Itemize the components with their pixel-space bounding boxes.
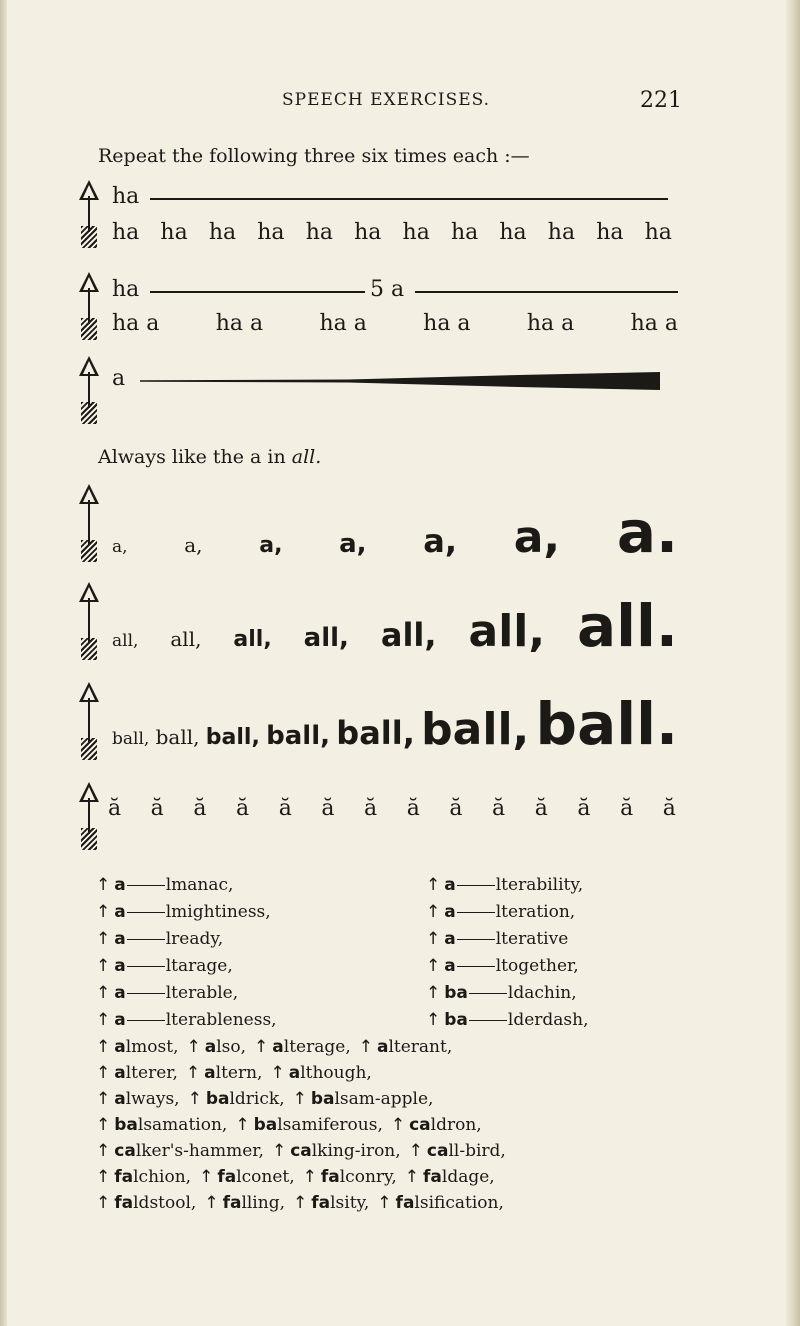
note-prefix: Always like the a in — [98, 446, 292, 468]
vocab-prefix: ba — [444, 983, 468, 1003]
vocab-right-column — [426, 872, 589, 1034]
vocab-dash — [457, 912, 495, 913]
breve-a: ă — [150, 796, 164, 821]
word-rest: ltern, — [215, 1063, 263, 1083]
vocab-entry — [426, 926, 589, 953]
size-row-a — [112, 498, 678, 566]
vocab-rest: lterability, — [495, 875, 584, 895]
repeat-syllable: ha — [112, 220, 140, 245]
vocab-dash — [457, 939, 495, 940]
word-entry — [293, 1089, 434, 1109]
word-entry — [272, 1141, 401, 1161]
vocab-entry — [426, 953, 589, 980]
repeat-syllable: ha — [402, 220, 430, 245]
word-entry — [270, 1063, 371, 1083]
breve-a: ă — [278, 796, 292, 821]
size-word: all, — [303, 623, 349, 653]
exercise1-repeat — [112, 220, 672, 245]
up-arrow-icon: ↑ — [271, 1141, 287, 1161]
word-line — [96, 1164, 676, 1190]
word-entry — [96, 1167, 191, 1187]
word-bold-part: fa — [311, 1193, 331, 1213]
word-bold-part: ba — [253, 1115, 278, 1135]
vocab-prefix: a — [444, 875, 456, 895]
word-entry — [235, 1115, 383, 1135]
up-arrow-icon: ↑ — [390, 1115, 406, 1135]
breve-a: ă — [364, 796, 378, 821]
vocab-rest: lderdash, — [507, 1010, 589, 1030]
vocab-prefix: a — [114, 956, 126, 976]
vocab-prefix: a — [114, 1010, 126, 1030]
up-arrow-icon: ↑ — [96, 1141, 111, 1161]
vocab-dash — [457, 966, 495, 967]
word-entry — [293, 1193, 369, 1213]
size-word: ball, — [266, 721, 330, 751]
word-bold-part: ba — [310, 1089, 335, 1109]
up-arrow-icon: ↑ — [377, 1193, 392, 1213]
size-word: ball. — [535, 690, 678, 758]
up-arrow-icon — [78, 272, 100, 340]
word-bold-part: a — [114, 1037, 126, 1057]
word-entry — [188, 1089, 285, 1109]
up-arrow-icon: ↑ — [204, 1193, 219, 1213]
instruction-text: Repeat the following three six times each :— — [98, 145, 530, 167]
up-arrow-icon: ↑ — [404, 1167, 420, 1187]
word-bold-part: a — [204, 1037, 217, 1057]
size-word: ball, — [421, 704, 530, 755]
up-arrow-icon: ↑ — [426, 956, 441, 976]
word-entry — [377, 1193, 504, 1213]
word-bold-part: fa — [222, 1193, 242, 1213]
vocab-dash — [127, 912, 165, 913]
repeat-syllable: ha a — [526, 311, 575, 336]
word-rest: lterage, — [283, 1037, 351, 1057]
word-rest: lsamiferous, — [277, 1115, 383, 1135]
word-line — [96, 1190, 676, 1216]
word-bold-part: fa — [395, 1193, 415, 1213]
breve-a: ă — [620, 796, 634, 821]
word-rest: ldage, — [441, 1167, 495, 1187]
word-entry — [96, 1193, 196, 1213]
vocab-prefix: a — [114, 983, 126, 1003]
word-rest: lmost, — [125, 1037, 179, 1057]
up-arrow-icon: ↑ — [254, 1037, 269, 1057]
breve-a: ă — [449, 796, 463, 821]
vocab-entry — [426, 1007, 589, 1034]
word-line — [96, 1086, 676, 1112]
up-arrow-icon: ↑ — [96, 1193, 111, 1213]
up-arrow-icon: ↑ — [96, 1010, 111, 1030]
repeat-syllable: ha a — [319, 311, 367, 336]
vocab-rest: ltarage, — [165, 956, 233, 976]
word-rest: lthough, — [300, 1063, 372, 1083]
size-word: ball, — [336, 714, 415, 752]
vocab-prefix: a — [444, 929, 456, 949]
word-rest: lso, — [216, 1037, 247, 1057]
vocab-rest: lterable, — [165, 983, 239, 1003]
word-entry — [405, 1167, 495, 1187]
word-rest: lker's-hammer, — [135, 1141, 264, 1161]
word-rest: lterant, — [388, 1037, 453, 1057]
word-line — [96, 1034, 676, 1060]
vocab-entry — [426, 980, 589, 1007]
up-arrow-icon: ↑ — [185, 1063, 201, 1083]
size-row-ball — [112, 690, 678, 758]
up-arrow-icon: ↑ — [302, 1167, 317, 1187]
word-rest: lways, — [125, 1089, 180, 1109]
vocab-dash — [127, 966, 165, 967]
word-entry — [303, 1167, 397, 1187]
repeat-syllable: ha — [354, 220, 382, 245]
word-entry — [187, 1037, 247, 1057]
vocab-rest: lready, — [165, 929, 224, 949]
word-rest: lsity, — [330, 1193, 370, 1213]
word-rest: ldrick, — [229, 1089, 285, 1109]
size-word: a, — [184, 533, 203, 557]
up-arrow-icon: ↑ — [96, 1089, 111, 1109]
word-bold-part: ca — [426, 1141, 449, 1161]
size-word: all. — [577, 592, 678, 660]
up-arrow-icon: ↑ — [96, 1063, 111, 1083]
up-arrow-icon: ↑ — [408, 1141, 423, 1161]
word-rest: lsamation, — [137, 1115, 228, 1135]
up-arrow-icon — [78, 682, 100, 762]
vocab-entry — [96, 899, 277, 926]
vocab-dash — [127, 885, 165, 886]
size-word: a, — [339, 529, 367, 559]
up-arrow-icon: ↑ — [426, 983, 441, 1003]
size-word: a. — [616, 498, 678, 566]
word-entry — [96, 1115, 227, 1135]
word-entry — [359, 1037, 453, 1057]
word-entry — [96, 1063, 178, 1083]
repeat-syllable: ha — [450, 220, 479, 245]
repeat-syllable: ha a — [630, 311, 678, 336]
word-rest: lconry, — [339, 1167, 397, 1187]
breve-a: ă — [577, 796, 591, 821]
vocab-dash — [127, 1020, 165, 1021]
vocab-entry — [96, 980, 277, 1007]
word-bold-part: a — [272, 1037, 284, 1057]
repeat-syllable: ha — [596, 220, 624, 245]
vocab-entry — [96, 953, 277, 980]
vocab-dash — [469, 993, 507, 994]
size-word: all, — [112, 631, 139, 651]
word-rest: lsification, — [414, 1193, 504, 1213]
up-arrow-icon: ↑ — [426, 1010, 441, 1030]
vocab-entry — [426, 899, 589, 926]
up-arrow-icon: ↑ — [292, 1089, 307, 1109]
up-arrow-icon — [78, 356, 100, 426]
breve-a: ă — [236, 796, 250, 821]
size-word: a, — [112, 537, 128, 557]
repeat-syllable: ha — [305, 220, 333, 245]
word-bold-part: fa — [114, 1167, 134, 1187]
up-arrow-icon: ↑ — [426, 902, 441, 922]
exercise1-lead: ha — [112, 184, 140, 209]
up-arrow-icon: ↑ — [199, 1167, 214, 1187]
repeat-syllable: ha — [257, 220, 285, 245]
breve-row — [108, 796, 676, 821]
up-arrow-icon: ↑ — [292, 1193, 308, 1213]
exercise2-middle: 5 a — [370, 277, 405, 302]
vocab-prefix: a — [114, 929, 126, 949]
page-edge-right — [786, 0, 800, 1326]
up-arrow-icon: ↑ — [187, 1089, 202, 1109]
up-arrow-icon: ↑ — [358, 1037, 373, 1057]
word-bold-part: ca — [290, 1141, 312, 1161]
vocab-dash — [127, 993, 165, 994]
up-arrow-icon — [78, 180, 100, 248]
vocab-prefix: a — [444, 956, 456, 976]
page-header — [282, 90, 682, 120]
size-word: all, — [170, 627, 202, 651]
vocab-dash — [127, 939, 165, 940]
word-entry — [254, 1037, 351, 1057]
note-italic: all. — [291, 446, 322, 468]
vocab-rest: lteration, — [495, 902, 576, 922]
size-word: a, — [423, 522, 458, 560]
breve-a: ă — [406, 796, 420, 821]
word-bold-part: fa — [114, 1193, 134, 1213]
breve-a: ă — [534, 796, 548, 821]
word-bold-part: ba — [205, 1089, 230, 1109]
word-entry — [391, 1115, 482, 1135]
up-arrow-icon: ↑ — [270, 1063, 285, 1083]
repeat-syllable: ha — [160, 220, 188, 245]
word-rest: lking-iron, — [311, 1141, 401, 1161]
word-bold-part: fa — [217, 1167, 237, 1187]
up-arrow-icon — [78, 782, 100, 850]
word-bold-part: a — [114, 1089, 126, 1109]
vocab-prefix: a — [114, 902, 126, 922]
size-word: all, — [233, 627, 272, 652]
word-entry — [186, 1063, 263, 1083]
vocab-rest: ltogether, — [495, 956, 579, 976]
vocab-prefix: ba — [444, 1010, 468, 1030]
word-line — [96, 1112, 676, 1138]
word-bold-part: a — [288, 1063, 301, 1083]
crescendo-bar — [140, 372, 660, 390]
page-number: 221 — [640, 88, 682, 113]
up-arrow-icon: ↑ — [235, 1115, 250, 1135]
word-bold-part: ca — [409, 1115, 431, 1135]
word-rest: ldstool, — [133, 1193, 197, 1213]
word-rest: lconet, — [236, 1167, 295, 1187]
note-text — [98, 446, 321, 468]
word-rest: lterer, — [125, 1063, 178, 1083]
exercise2-rule-left — [150, 291, 365, 293]
vocab-dash — [469, 1020, 507, 1021]
size-word: a, — [259, 533, 283, 558]
up-arrow-icon: ↑ — [96, 1037, 111, 1057]
repeat-syllable: ha a — [112, 311, 160, 336]
running-head: SPEECH EXERCISES. — [282, 90, 491, 110]
up-arrow-icon: ↑ — [426, 929, 441, 949]
up-arrow-icon: ↑ — [96, 929, 111, 949]
word-line — [96, 1060, 676, 1086]
breve-a: ă — [492, 796, 506, 821]
repeat-syllable: ha — [208, 220, 237, 245]
up-arrow-icon: ↑ — [96, 956, 111, 976]
exercise2-repeat — [112, 311, 678, 336]
vocab-entry — [96, 872, 277, 899]
up-arrow-icon: ↑ — [96, 1115, 111, 1135]
vocab-prefix: a — [114, 875, 126, 895]
word-rest: lchion, — [133, 1167, 192, 1187]
size-word: all, — [468, 606, 546, 657]
word-rest: lling, — [241, 1193, 285, 1213]
exercise3-lead: a — [112, 366, 126, 391]
breve-a: ă — [108, 796, 122, 821]
repeat-syllable: ha a — [215, 311, 264, 336]
vocab-entry — [426, 872, 589, 899]
size-word: ball, — [205, 725, 260, 750]
vocab-dash — [457, 885, 495, 886]
word-rest: ldron, — [430, 1115, 482, 1135]
size-word: a, — [513, 512, 561, 563]
word-bold-part: fa — [423, 1167, 442, 1187]
word-entry — [96, 1089, 180, 1109]
exercise2-lead: ha — [112, 277, 140, 302]
vocab-left-column — [96, 872, 277, 1034]
word-rest: ll-bird, — [448, 1141, 506, 1161]
word-entry — [199, 1167, 295, 1187]
vocab-rest: lmightiness, — [165, 902, 271, 922]
vocab-rest: lterative — [495, 929, 569, 949]
up-arrow-icon — [78, 582, 100, 662]
up-arrow-icon: ↑ — [96, 983, 111, 1003]
up-arrow-icon — [78, 484, 100, 564]
word-line — [96, 1138, 676, 1164]
word-rest: lsam-apple, — [334, 1089, 434, 1109]
breve-a: ă — [193, 796, 207, 821]
exercise2-rule-right — [415, 291, 678, 293]
word-bold-part: fa — [320, 1167, 340, 1187]
word-entry — [96, 1037, 179, 1057]
repeat-syllable: ha a — [423, 311, 471, 336]
repeat-syllable: ha — [499, 220, 527, 245]
size-word: all, — [380, 616, 437, 654]
repeat-syllable: ha — [644, 220, 672, 245]
repeat-syllable: ha — [547, 220, 576, 245]
word-bold-part: a — [204, 1063, 216, 1083]
word-entry — [204, 1193, 285, 1213]
vocab-rest: lterableness, — [165, 1010, 277, 1030]
up-arrow-icon: ↑ — [186, 1037, 201, 1057]
word-entry — [96, 1141, 264, 1161]
vocab-entry — [96, 1007, 277, 1034]
page-edge-left — [0, 0, 7, 1326]
size-row-all — [112, 592, 678, 660]
word-bold-part: a — [114, 1063, 126, 1083]
breve-a: ă — [662, 796, 676, 821]
up-arrow-icon: ↑ — [96, 902, 111, 922]
up-arrow-icon: ↑ — [96, 1167, 111, 1187]
exercise1-rule — [150, 198, 668, 200]
vocab-rest: lmanac, — [165, 875, 234, 895]
vocab-entry — [96, 926, 277, 953]
size-word: ball, — [155, 725, 200, 749]
word-bold-part: ca — [114, 1141, 136, 1161]
word-list — [96, 1034, 676, 1216]
up-arrow-icon: ↑ — [426, 875, 441, 895]
up-arrow-icon: ↑ — [96, 875, 111, 895]
vocab-prefix: a — [444, 902, 456, 922]
size-word: ball, — [112, 729, 150, 749]
word-entry — [409, 1141, 506, 1161]
word-bold-part: a — [376, 1037, 389, 1057]
vocab-rest: ldachin, — [507, 983, 577, 1003]
word-bold-part: ba — [114, 1115, 138, 1135]
breve-a: ă — [321, 796, 335, 821]
